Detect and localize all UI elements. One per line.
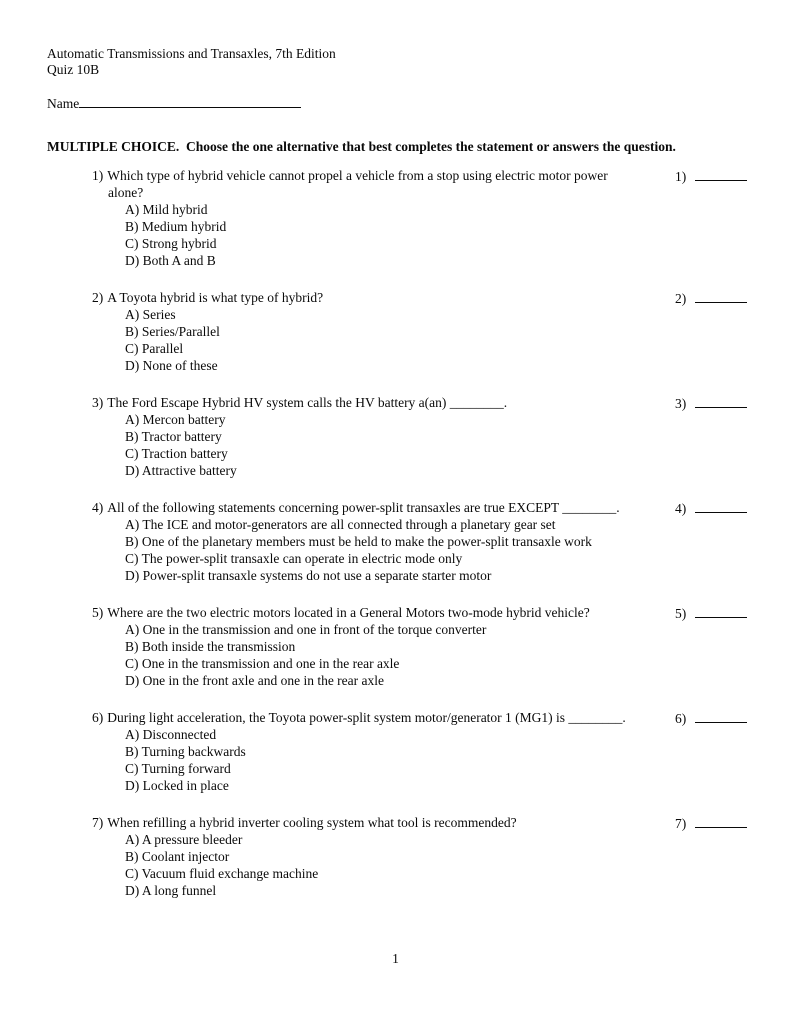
option-c: C) Parallel [125,341,184,356]
answer-number: 3) [675,396,687,411]
question-1 [92,167,745,269]
question-3-answer-slot [675,394,747,412]
answer-number: 7) [675,816,687,831]
question-2-text: A Toyota hybrid is what type of hybrid? [107,290,324,305]
question-3-main [92,394,675,479]
question-4-text: All of the following statements concerning power-split transaxles are true EXCEPT ________. [107,500,620,515]
question-4 [92,499,745,584]
section-heading: MULTIPLE CHOICE. Choose the one alternative that best completes the statement or answers the question. [47,139,676,154]
question-3-text-line [92,394,675,411]
question-5-text-line [92,604,675,621]
question-5-options [125,621,675,689]
question-1-text: Which type of hybrid vehicle cannot propel a vehicle from a stop using electric motor power [107,168,608,183]
question-5 [92,604,745,689]
question-7-options [125,831,675,899]
question-4-number: 4) [92,500,104,515]
question-7-text-line [92,814,675,831]
option-b: B) Series/Parallel [125,324,220,339]
answer-number: 4) [675,501,687,516]
option-a: A) One in the transmission and one in front of the torque converter [125,622,487,637]
question-3-text: The Ford Escape Hybrid HV system calls the HV battery a(an) ________. [107,395,508,410]
question-5-number: 5) [92,605,104,620]
question-4-main [92,499,675,584]
question-4-text-line [92,499,675,516]
answer-blank-line [695,394,747,408]
question-6-options [125,726,675,794]
question-7-number: 7) [92,815,104,830]
option-b: B) Turning backwards [125,744,246,759]
question-4-answer-slot [675,499,747,517]
question-6-number: 6) [92,710,104,725]
question-7-text: When refilling a hybrid inverter cooling system what tool is recommended? [107,815,517,830]
questions-list [92,167,745,899]
answer-blank-line [695,289,747,303]
answer-blank-line [695,814,747,828]
option-d: D) Both A and B [125,253,216,268]
option-c: C) Vacuum fluid exchange machine [125,866,319,881]
question-1-text-continued: alone? [108,185,144,200]
question-7-main [92,814,675,899]
option-b: B) Both inside the transmission [125,639,296,654]
page-number: 1 [392,951,399,966]
answer-blank-line [695,499,747,513]
name-blank-line [79,94,301,108]
question-2-text-line [92,289,675,306]
question-4-options [125,516,675,584]
question-2 [92,289,745,374]
question-1-text-line [92,167,675,184]
answer-number: 1) [675,169,687,184]
question-1-number: 1) [92,168,104,183]
option-d: D) A long funnel [125,883,217,898]
option-d: D) None of these [125,358,218,373]
option-b: B) One of the planetary members must be held to make the power-split transaxle work [125,534,592,549]
question-2-answer-slot [675,289,747,307]
option-d: D) One in the front axle and one in the rear axle [125,673,385,688]
question-2-options [125,306,675,374]
option-a: A) Series [125,307,176,322]
answer-number: 6) [675,711,687,726]
question-5-main [92,604,675,689]
answer-blank-line [695,604,747,618]
option-a: A) The ICE and motor-generators are all connected through a planetary gear set [125,517,556,532]
question-1-main [92,167,675,269]
question-3-options [125,411,675,479]
option-a: A) A pressure bleeder [125,832,243,847]
option-c: C) One in the transmission and one in the rear axle [125,656,400,671]
option-b: B) Medium hybrid [125,219,227,234]
question-6-text: During light acceleration, the Toyota power-split system motor/generator 1 (MG1) is ________. [107,710,626,725]
question-3-number: 3) [92,395,104,410]
option-c: C) The power-split transaxle can operate in electric mode only [125,551,463,566]
question-7-answer-slot [675,814,747,832]
option-b: B) Tractor battery [125,429,222,444]
option-a: A) Mercon battery [125,412,226,427]
question-3 [92,394,745,479]
question-6 [92,709,745,794]
question-1-answer-slot [675,167,747,185]
option-d: D) Attractive battery [125,463,237,478]
question-2-number: 2) [92,290,104,305]
question-1-options [125,201,675,269]
question-7 [92,814,745,899]
answer-number: 5) [675,606,687,621]
question-2-main [92,289,675,374]
option-d: D) Power-split transaxle systems do not use a separate starter motor [125,568,492,583]
question-6-answer-slot [675,709,747,727]
option-c: C) Turning forward [125,761,231,776]
question-5-text: Where are the two electric motors located in a General Motors two-mode hybrid vehicle? [107,605,590,620]
option-a: A) Disconnected [125,727,217,742]
document-title: Automatic Transmissions and Transaxles, 7th Edition [47,46,336,61]
option-d: D) Locked in place [125,778,229,793]
answer-blank-line [695,167,747,181]
answer-number: 2) [675,291,687,306]
answer-blank-line [695,709,747,723]
option-c: C) Traction battery [125,446,228,461]
question-5-answer-slot [675,604,747,622]
option-c: C) Strong hybrid [125,236,217,251]
option-a: A) Mild hybrid [125,202,208,217]
document-subtitle: Quiz 10B [47,62,100,77]
question-6-text-line [92,709,675,726]
option-b: B) Coolant injector [125,849,230,864]
name-row [47,94,745,112]
name-label: Name [47,96,80,111]
question-6-main [92,709,675,794]
